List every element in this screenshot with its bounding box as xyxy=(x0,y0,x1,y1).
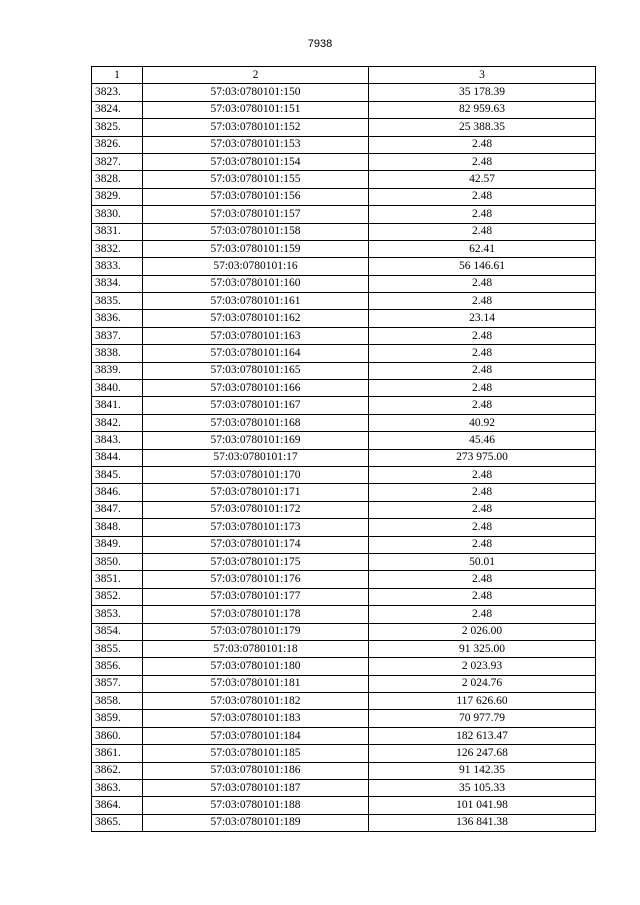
table-row xyxy=(92,588,596,605)
row-number: 3840. xyxy=(92,380,143,397)
row-number: 3836. xyxy=(92,310,143,327)
cadastral-number: 57:03:0780101:152 xyxy=(143,119,369,136)
cadastral-value: 2.48 xyxy=(369,606,596,623)
cadastral-value: 91 142.35 xyxy=(369,762,596,779)
row-number: 3857. xyxy=(92,675,143,692)
cadastral-value: 91 325.00 xyxy=(369,640,596,657)
cadastral-value: 2.48 xyxy=(369,327,596,344)
cadastral-value-table xyxy=(91,66,596,832)
cadastral-number: 57:03:0780101:154 xyxy=(143,153,369,170)
cadastral-number: 57:03:0780101:180 xyxy=(143,658,369,675)
cadastral-number: 57:03:0780101:17 xyxy=(143,449,369,466)
table-row xyxy=(92,675,596,692)
table-row xyxy=(92,710,596,727)
cadastral-number: 57:03:0780101:16 xyxy=(143,258,369,275)
cadastral-number: 57:03:0780101:173 xyxy=(143,519,369,536)
cadastral-number: 57:03:0780101:164 xyxy=(143,345,369,362)
cadastral-value: 50.01 xyxy=(369,553,596,570)
row-number: 3825. xyxy=(92,119,143,136)
table-header xyxy=(92,67,596,84)
cadastral-number: 57:03:0780101:159 xyxy=(143,240,369,257)
cadastral-value: 70 977.79 xyxy=(369,710,596,727)
row-number: 3841. xyxy=(92,397,143,414)
cadastral-value: 2.48 xyxy=(369,571,596,588)
table-row xyxy=(92,397,596,414)
cadastral-number: 57:03:0780101:172 xyxy=(143,501,369,518)
cadastral-number: 57:03:0780101:184 xyxy=(143,727,369,744)
cadastral-value: 126 247.68 xyxy=(369,745,596,762)
table-body xyxy=(92,84,596,832)
cadastral-value: 2 023.93 xyxy=(369,658,596,675)
table-row xyxy=(92,414,596,431)
row-number: 3864. xyxy=(92,797,143,814)
cadastral-value: 117 626.60 xyxy=(369,693,596,710)
column-header-2: 2 xyxy=(143,67,369,84)
cadastral-number: 57:03:0780101:177 xyxy=(143,588,369,605)
cadastral-value: 2.48 xyxy=(369,293,596,310)
cadastral-value: 2.48 xyxy=(369,188,596,205)
table-row xyxy=(92,762,596,779)
cadastral-value: 101 041.98 xyxy=(369,797,596,814)
cadastral-value: 2.48 xyxy=(369,588,596,605)
cadastral-number: 57:03:0780101:167 xyxy=(143,397,369,414)
table-row xyxy=(92,240,596,257)
table-row xyxy=(92,293,596,310)
cadastral-number: 57:03:0780101:174 xyxy=(143,536,369,553)
cadastral-value: 136 841.38 xyxy=(369,814,596,831)
table-row xyxy=(92,380,596,397)
cadastral-number: 57:03:0780101:169 xyxy=(143,432,369,449)
row-number: 3843. xyxy=(92,432,143,449)
cadastral-value: 273 975.00 xyxy=(369,449,596,466)
row-number: 3845. xyxy=(92,466,143,483)
cadastral-value: 2.48 xyxy=(369,206,596,223)
cadastral-number: 57:03:0780101:183 xyxy=(143,710,369,727)
cadastral-number: 57:03:0780101:166 xyxy=(143,380,369,397)
row-number: 3831. xyxy=(92,223,143,240)
row-number: 3846. xyxy=(92,484,143,501)
header-row xyxy=(92,67,596,84)
table-row xyxy=(92,623,596,640)
cadastral-number: 57:03:0780101:158 xyxy=(143,223,369,240)
cadastral-value: 2.48 xyxy=(369,484,596,501)
table-row xyxy=(92,345,596,362)
row-number: 3838. xyxy=(92,345,143,362)
row-number: 3860. xyxy=(92,727,143,744)
cadastral-value: 2.48 xyxy=(369,345,596,362)
column-header-1: 1 xyxy=(92,67,143,84)
cadastral-value: 2.48 xyxy=(369,536,596,553)
row-number: 3858. xyxy=(92,693,143,710)
row-number: 3850. xyxy=(92,553,143,570)
table-row xyxy=(92,536,596,553)
row-number: 3827. xyxy=(92,153,143,170)
cadastral-number: 57:03:0780101:150 xyxy=(143,84,369,101)
cadastral-number: 57:03:0780101:162 xyxy=(143,310,369,327)
cadastral-number: 57:03:0780101:168 xyxy=(143,414,369,431)
cadastral-number: 57:03:0780101:165 xyxy=(143,362,369,379)
table-row xyxy=(92,484,596,501)
table-row xyxy=(92,171,596,188)
cadastral-number: 57:03:0780101:151 xyxy=(143,101,369,118)
cadastral-value: 82 959.63 xyxy=(369,101,596,118)
cadastral-value: 2 024.76 xyxy=(369,675,596,692)
row-number: 3853. xyxy=(92,606,143,623)
row-number: 3861. xyxy=(92,745,143,762)
row-number: 3835. xyxy=(92,293,143,310)
row-number: 3849. xyxy=(92,536,143,553)
cadastral-value: 62.41 xyxy=(369,240,596,257)
table-row xyxy=(92,275,596,292)
cadastral-number: 57:03:0780101:185 xyxy=(143,745,369,762)
table-row xyxy=(92,188,596,205)
cadastral-value: 2.48 xyxy=(369,501,596,518)
row-number: 3830. xyxy=(92,206,143,223)
cadastral-number: 57:03:0780101:188 xyxy=(143,797,369,814)
cadastral-number: 57:03:0780101:153 xyxy=(143,136,369,153)
row-number: 3859. xyxy=(92,710,143,727)
cadastral-value: 2.48 xyxy=(369,362,596,379)
row-number: 3851. xyxy=(92,571,143,588)
table-row xyxy=(92,571,596,588)
table-row xyxy=(92,466,596,483)
cadastral-number: 57:03:0780101:156 xyxy=(143,188,369,205)
cadastral-value: 25 388.35 xyxy=(369,119,596,136)
cadastral-value: 2.48 xyxy=(369,275,596,292)
row-number: 3847. xyxy=(92,501,143,518)
cadastral-value: 2.48 xyxy=(369,397,596,414)
cadastral-value: 45.46 xyxy=(369,432,596,449)
cadastral-value: 2 026.00 xyxy=(369,623,596,640)
row-number: 3839. xyxy=(92,362,143,379)
cadastral-value: 2.48 xyxy=(369,466,596,483)
table-row xyxy=(92,814,596,831)
cadastral-value: 40.92 xyxy=(369,414,596,431)
row-number: 3823. xyxy=(92,84,143,101)
row-number: 3855. xyxy=(92,640,143,657)
cadastral-number: 57:03:0780101:160 xyxy=(143,275,369,292)
cadastral-number: 57:03:0780101:178 xyxy=(143,606,369,623)
table-row xyxy=(92,327,596,344)
row-number: 3848. xyxy=(92,519,143,536)
table-row xyxy=(92,727,596,744)
cadastral-number: 57:03:0780101:163 xyxy=(143,327,369,344)
table-row xyxy=(92,640,596,657)
table-row xyxy=(92,745,596,762)
table-row xyxy=(92,449,596,466)
cadastral-number: 57:03:0780101:171 xyxy=(143,484,369,501)
cadastral-number: 57:03:0780101:187 xyxy=(143,780,369,797)
table-row xyxy=(92,797,596,814)
cadastral-value: 56 146.61 xyxy=(369,258,596,275)
cadastral-number: 57:03:0780101:179 xyxy=(143,623,369,640)
cadastral-number: 57:03:0780101:176 xyxy=(143,571,369,588)
table-row xyxy=(92,258,596,275)
cadastral-number: 57:03:0780101:155 xyxy=(143,171,369,188)
cadastral-number: 57:03:0780101:175 xyxy=(143,553,369,570)
cadastral-value: 35 105.33 xyxy=(369,780,596,797)
row-number: 3844. xyxy=(92,449,143,466)
row-number: 3833. xyxy=(92,258,143,275)
cadastral-number: 57:03:0780101:157 xyxy=(143,206,369,223)
cadastral-number: 57:03:0780101:181 xyxy=(143,675,369,692)
cadastral-number: 57:03:0780101:189 xyxy=(143,814,369,831)
table-row xyxy=(92,310,596,327)
row-number: 3834. xyxy=(92,275,143,292)
row-number: 3852. xyxy=(92,588,143,605)
row-number: 3837. xyxy=(92,327,143,344)
column-header-3: 3 xyxy=(369,67,596,84)
table-row xyxy=(92,780,596,797)
cadastral-number: 57:03:0780101:186 xyxy=(143,762,369,779)
row-number: 3856. xyxy=(92,658,143,675)
cadastral-number: 57:03:0780101:161 xyxy=(143,293,369,310)
cadastral-number: 57:03:0780101:170 xyxy=(143,466,369,483)
table-row xyxy=(92,519,596,536)
cadastral-value: 182 613.47 xyxy=(369,727,596,744)
cadastral-value: 2.48 xyxy=(369,519,596,536)
row-number: 3854. xyxy=(92,623,143,640)
row-number: 3828. xyxy=(92,171,143,188)
table-row xyxy=(92,606,596,623)
table-row xyxy=(92,153,596,170)
table-row xyxy=(92,432,596,449)
table-row xyxy=(92,658,596,675)
table-row xyxy=(92,362,596,379)
cadastral-value: 2.48 xyxy=(369,380,596,397)
cadastral-number: 57:03:0780101:182 xyxy=(143,693,369,710)
table-row xyxy=(92,693,596,710)
table-row xyxy=(92,101,596,118)
table-row xyxy=(92,119,596,136)
cadastral-value: 42.57 xyxy=(369,171,596,188)
cadastral-value: 23.14 xyxy=(369,310,596,327)
row-number: 3829. xyxy=(92,188,143,205)
cadastral-value: 2.48 xyxy=(369,153,596,170)
table-row xyxy=(92,206,596,223)
table-row xyxy=(92,223,596,240)
cadastral-value: 35 178.39 xyxy=(369,84,596,101)
table-row xyxy=(92,501,596,518)
table-row xyxy=(92,553,596,570)
cadastral-value: 2.48 xyxy=(369,223,596,240)
row-number: 3863. xyxy=(92,780,143,797)
page-number: 7938 xyxy=(307,38,333,50)
row-number: 3826. xyxy=(92,136,143,153)
row-number: 3865. xyxy=(92,814,143,831)
table-row xyxy=(92,84,596,101)
cadastral-value: 2.48 xyxy=(369,136,596,153)
cadastral-number: 57:03:0780101:18 xyxy=(143,640,369,657)
row-number: 3832. xyxy=(92,240,143,257)
table-row xyxy=(92,136,596,153)
row-number: 3824. xyxy=(92,101,143,118)
row-number: 3862. xyxy=(92,762,143,779)
row-number: 3842. xyxy=(92,414,143,431)
